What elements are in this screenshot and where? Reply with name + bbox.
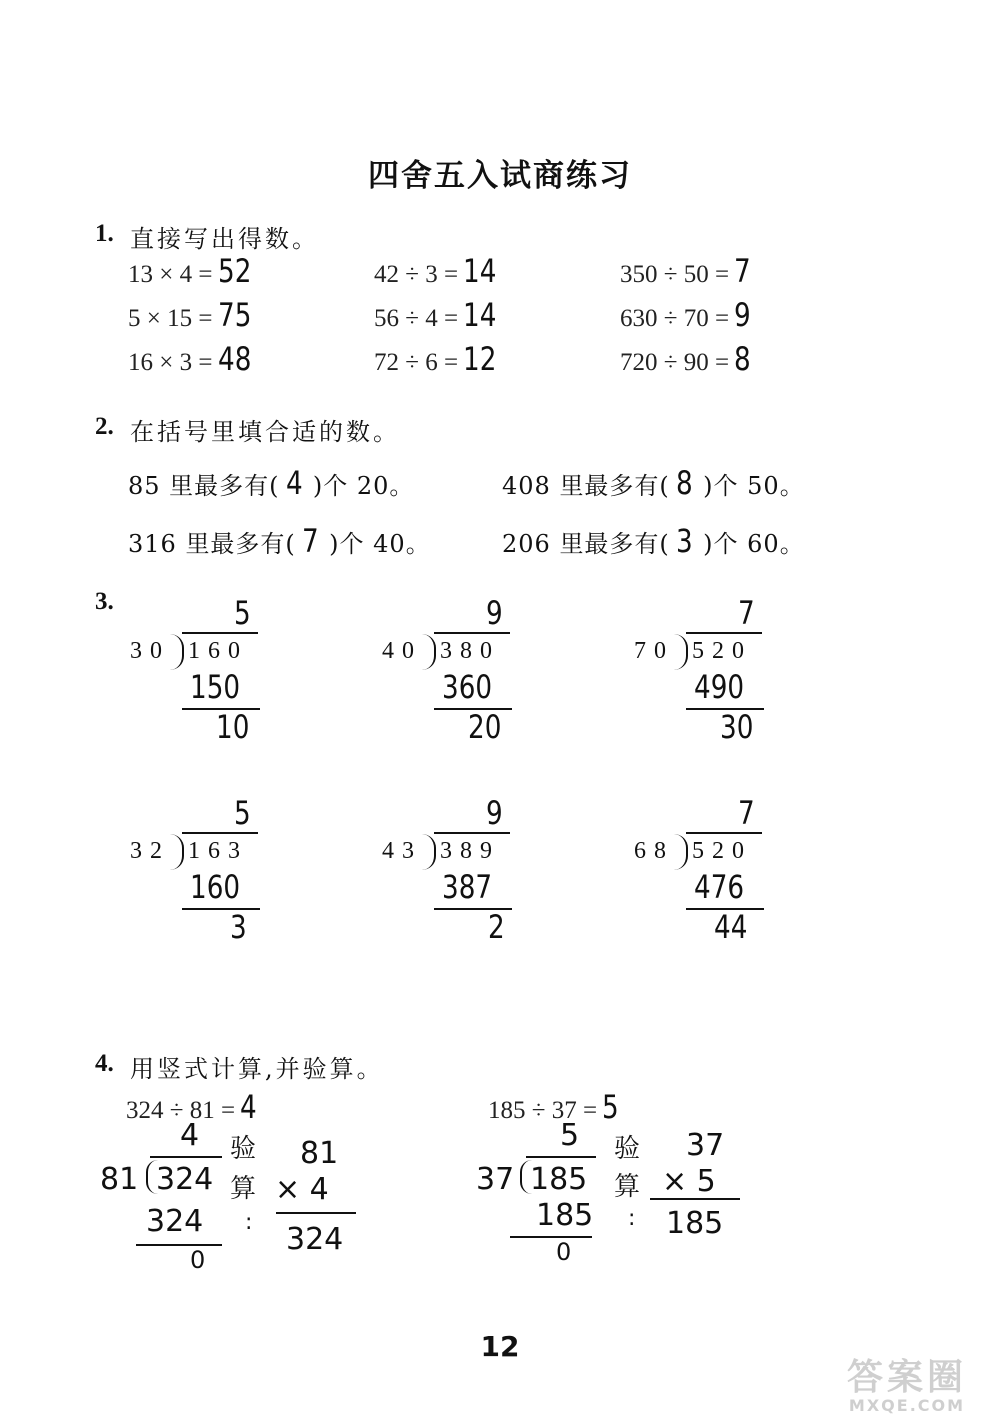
- q2-suffix: )个 50。: [703, 472, 805, 500]
- division-bar: [526, 1156, 596, 1158]
- q2-suffix: )个 40。: [329, 530, 431, 558]
- q1-expr: 630 ÷ 70 =: [620, 305, 730, 332]
- watermark-en: MXQE.COM: [848, 1396, 966, 1415]
- quotient: 9: [486, 594, 503, 632]
- divisor: 68: [634, 838, 674, 864]
- division-bracket: [674, 634, 688, 670]
- q1-item: [620, 340, 755, 378]
- remainder: 30: [720, 708, 754, 746]
- q2-item: [128, 522, 431, 560]
- subtraction-line: [136, 1244, 222, 1246]
- divisor: 81: [100, 1162, 139, 1197]
- long-division: [634, 794, 824, 998]
- long-division: [382, 794, 572, 998]
- q1-expr: 72 ÷ 6 =: [374, 349, 459, 376]
- check-label: 验: [230, 1134, 257, 1164]
- q4-number: 4.: [95, 1050, 114, 1077]
- q2-prefix: 316 里最多有(: [128, 530, 296, 558]
- divisor: 30: [130, 638, 170, 664]
- q4-expr: 324 ÷ 81 =: [126, 1097, 236, 1124]
- q1-answer: 7: [734, 252, 751, 290]
- q1-item: [374, 296, 504, 334]
- divisor: 32: [130, 838, 170, 864]
- q2-item: [502, 464, 805, 502]
- q4-answer: 5: [602, 1088, 619, 1126]
- division-bar: [686, 832, 762, 834]
- q2-suffix: )个 60。: [703, 530, 805, 558]
- divisor: 43: [382, 838, 422, 864]
- q2-prefix: 408 里最多有(: [502, 472, 670, 500]
- page-title: 四舍五入试商练习: [368, 158, 632, 194]
- q1-expr: 13 × 4 =: [128, 261, 213, 288]
- remainder: 44: [714, 908, 748, 946]
- q4-expr: 185 ÷ 37 =: [488, 1097, 598, 1124]
- product: 476: [694, 868, 745, 906]
- q4-expression: [488, 1088, 623, 1126]
- q1-answer: 48: [217, 340, 251, 378]
- q2-item: [128, 464, 414, 502]
- dividend: 520: [692, 838, 752, 864]
- division-bar: [182, 632, 258, 634]
- q1-expr: 56 ÷ 4 =: [374, 305, 459, 332]
- check-result: 185: [666, 1206, 724, 1241]
- division-bar: [150, 1156, 222, 1158]
- dividend: 160: [188, 638, 248, 664]
- q1-answer: 52: [217, 252, 251, 290]
- q1-instruction: 直接写出得数。: [130, 225, 319, 253]
- q1-item: [128, 296, 258, 334]
- check-multiplicand: 81: [300, 1136, 339, 1171]
- dividend: 185: [530, 1162, 588, 1197]
- product: 387: [442, 868, 493, 906]
- product: 150: [190, 668, 241, 706]
- q2-answer: 8: [675, 464, 694, 502]
- page-number: 12: [480, 1330, 520, 1363]
- q1-answer: 14: [463, 252, 497, 290]
- q1-item: [128, 340, 258, 378]
- divisor: 37: [476, 1162, 515, 1197]
- long-division: [634, 594, 824, 798]
- division-bar: [434, 632, 510, 634]
- check-multiplier: × 4: [275, 1172, 329, 1207]
- product: 324: [146, 1204, 204, 1239]
- check-result: 324: [286, 1222, 344, 1257]
- q1-expr: 5 × 15 =: [128, 305, 213, 332]
- check-multiplier: × 5: [662, 1164, 716, 1199]
- watermark-logo: [832, 1357, 982, 1416]
- dividend: 163: [188, 838, 248, 864]
- q1-expr: 350 ÷ 50 =: [620, 261, 730, 288]
- colon-mark: :: [628, 1206, 636, 1231]
- dividend: 380: [440, 638, 500, 664]
- q2-instruction: 在括号里填合适的数。: [130, 418, 400, 446]
- q2-prefix: 206 里最多有(: [502, 530, 670, 558]
- colon-mark: :: [245, 1210, 253, 1235]
- q2-prefix: 85 里最多有(: [128, 472, 280, 500]
- check-label: 验: [614, 1134, 641, 1164]
- q4-instruction: 用竖式计算,并验算。: [130, 1055, 384, 1083]
- quotient: 5: [560, 1118, 580, 1153]
- q1-item: [620, 296, 755, 334]
- quotient: 5: [234, 594, 251, 632]
- dividend: 520: [692, 638, 752, 664]
- remainder: 3: [230, 908, 247, 946]
- division-bar: [434, 832, 510, 834]
- q2-answer: 7: [301, 522, 320, 560]
- q2-answer: 4: [285, 464, 304, 502]
- q1-number: 1.: [95, 220, 114, 247]
- q4-answer: 4: [240, 1088, 257, 1126]
- check-label: 算: [230, 1174, 257, 1204]
- watermark-cn: 答案圈: [846, 1357, 967, 1398]
- q3-number: 3.: [95, 588, 114, 615]
- q2-answer: 3: [675, 522, 694, 560]
- quotient: 7: [738, 794, 755, 832]
- remainder: 0: [190, 1246, 206, 1274]
- dividend: 389: [440, 838, 500, 864]
- remainder: 2: [488, 908, 505, 946]
- q1-answer: 14: [463, 296, 497, 334]
- q2-item: [502, 522, 805, 560]
- q1-answer: 9: [734, 296, 751, 334]
- check-label: 算: [614, 1172, 641, 1202]
- q2-number: 2.: [95, 413, 114, 440]
- quotient: 5: [234, 794, 251, 832]
- subtraction-line: [182, 908, 260, 910]
- division-bracket: [674, 834, 688, 870]
- q1-expr: 16 × 3 =: [128, 349, 213, 376]
- q1-item: [374, 252, 504, 290]
- dividend: 324: [156, 1162, 214, 1197]
- remainder: 10: [216, 708, 250, 746]
- multiplication-line: [276, 1212, 356, 1214]
- product: 360: [442, 668, 493, 706]
- divisor: 40: [382, 638, 422, 664]
- q1-answer: 12: [463, 340, 497, 378]
- long-division: [382, 594, 572, 798]
- division-bar: [182, 832, 258, 834]
- divisor: 70: [634, 638, 674, 664]
- quotient: 9: [486, 794, 503, 832]
- q1-answer: 8: [734, 340, 751, 378]
- quotient: 4: [180, 1118, 200, 1153]
- product: 160: [190, 868, 241, 906]
- product: 490: [694, 668, 745, 706]
- long-division: [130, 794, 320, 998]
- long-division: [130, 594, 320, 798]
- multiplication-line: [650, 1198, 740, 1200]
- remainder: 20: [468, 708, 502, 746]
- division-bracket: [422, 834, 436, 870]
- product: 185: [536, 1198, 594, 1233]
- remainder: 0: [556, 1238, 572, 1266]
- quotient: 7: [738, 594, 755, 632]
- q2-suffix: )个 20。: [312, 472, 415, 500]
- check-multiplicand: 37: [686, 1128, 725, 1163]
- q1-expr: 720 ÷ 90 =: [620, 349, 730, 376]
- division-bar: [686, 632, 762, 634]
- division-bracket: [170, 834, 184, 870]
- subtraction-line: [510, 1236, 592, 1238]
- q1-answer: 75: [217, 296, 251, 334]
- division-bracket: [422, 634, 436, 670]
- q1-expr: 42 ÷ 3 =: [374, 261, 459, 288]
- q1-item: [374, 340, 504, 378]
- q1-item: [128, 252, 258, 290]
- q1-item: [620, 252, 755, 290]
- division-bracket: [170, 634, 184, 670]
